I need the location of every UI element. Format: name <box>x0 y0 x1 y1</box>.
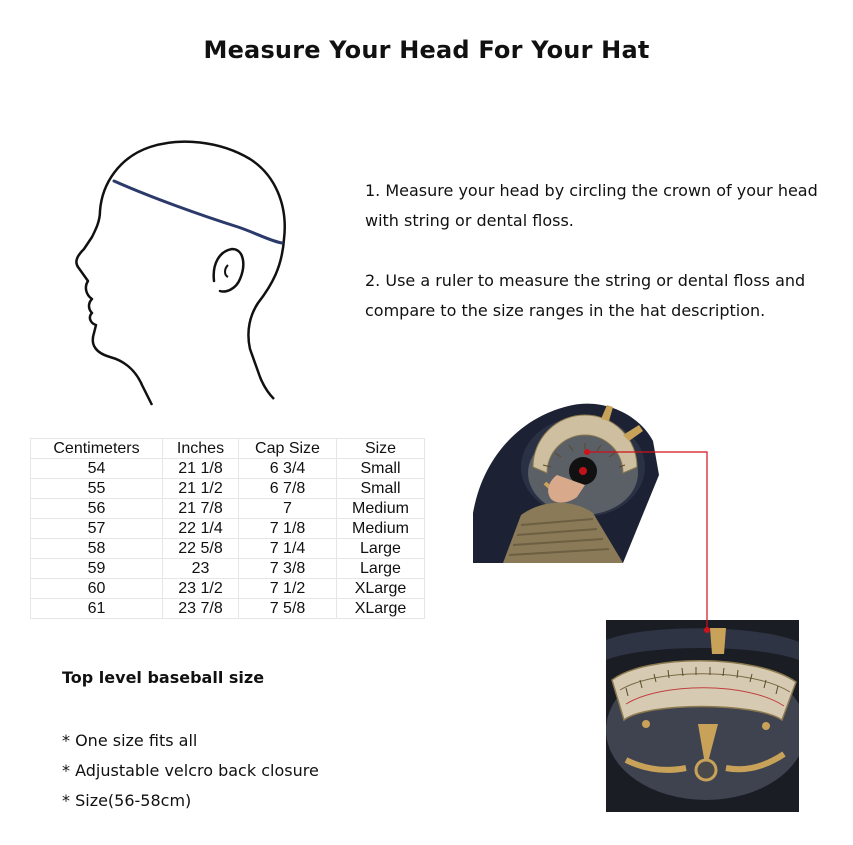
product-heading: Top level baseball size <box>62 668 265 687</box>
table-cell: 7 1/8 <box>239 519 337 539</box>
feature-item: * Adjustable velcro back closure <box>62 761 319 780</box>
table-cell: 21 7/8 <box>163 499 239 519</box>
table-cell: 23 <box>163 559 239 579</box>
table-cell: 6 7/8 <box>239 479 337 499</box>
table-header-row <box>31 439 425 459</box>
table-cell: XLarge <box>337 579 425 599</box>
table-cell: Large <box>337 539 425 559</box>
table-cell: 55 <box>31 479 163 499</box>
cap-measuring-photo <box>473 395 663 563</box>
size-table <box>30 438 425 619</box>
table-cell: 22 1/4 <box>163 519 239 539</box>
table-cell: 58 <box>31 539 163 559</box>
cap-gauge-closeup-photo <box>606 620 799 812</box>
table-row <box>31 539 425 559</box>
instructions <box>365 176 835 356</box>
table-cell: 7 <box>239 499 337 519</box>
table-row <box>31 579 425 599</box>
table-cell: 6 3/4 <box>239 459 337 479</box>
table-cell: 60 <box>31 579 163 599</box>
table-cell: 7 5/8 <box>239 599 337 619</box>
table-row <box>31 459 425 479</box>
instruction-step-1: 1. Measure your head by circling the crown of your head with string or dental floss. <box>365 181 818 230</box>
table-cell: Small <box>337 479 425 499</box>
column-header: Cap Size <box>239 439 337 459</box>
instruction-step-2: 2. Use a ruler to measure the string or dental floss and compare to the size ranges in the hat description. <box>365 271 806 320</box>
table-cell: 23 7/8 <box>163 599 239 619</box>
feature-item: * Size(56-58cm) <box>62 791 192 810</box>
table-cell: Large <box>337 559 425 579</box>
table-row <box>31 599 425 619</box>
table-cell: 23 1/2 <box>163 579 239 599</box>
table-cell: Medium <box>337 519 425 539</box>
table-cell: 56 <box>31 499 163 519</box>
table-cell: 7 1/2 <box>239 579 337 599</box>
table-row <box>31 479 425 499</box>
table-cell: 59 <box>31 559 163 579</box>
column-header: Size <box>337 439 425 459</box>
table-cell: 57 <box>31 519 163 539</box>
column-header: Inches <box>163 439 239 459</box>
table-cell: 7 1/4 <box>239 539 337 559</box>
head-profile-icon <box>70 135 300 415</box>
column-header: Centimeters <box>31 439 163 459</box>
table-row <box>31 499 425 519</box>
table-cell: 22 5/8 <box>163 539 239 559</box>
feature-list <box>62 726 319 816</box>
table-cell: XLarge <box>337 599 425 619</box>
feature-item: * One size fits all <box>62 731 198 750</box>
table-cell: Medium <box>337 499 425 519</box>
table-cell: 21 1/8 <box>163 459 239 479</box>
table-cell: Small <box>337 459 425 479</box>
table-row <box>31 559 425 579</box>
table-cell: 7 3/8 <box>239 559 337 579</box>
table-cell: 61 <box>31 599 163 619</box>
table-cell: 21 1/2 <box>163 479 239 499</box>
page-title: Measure Your Head For Your Hat <box>203 36 650 64</box>
table-cell: 54 <box>31 459 163 479</box>
table-row <box>31 519 425 539</box>
